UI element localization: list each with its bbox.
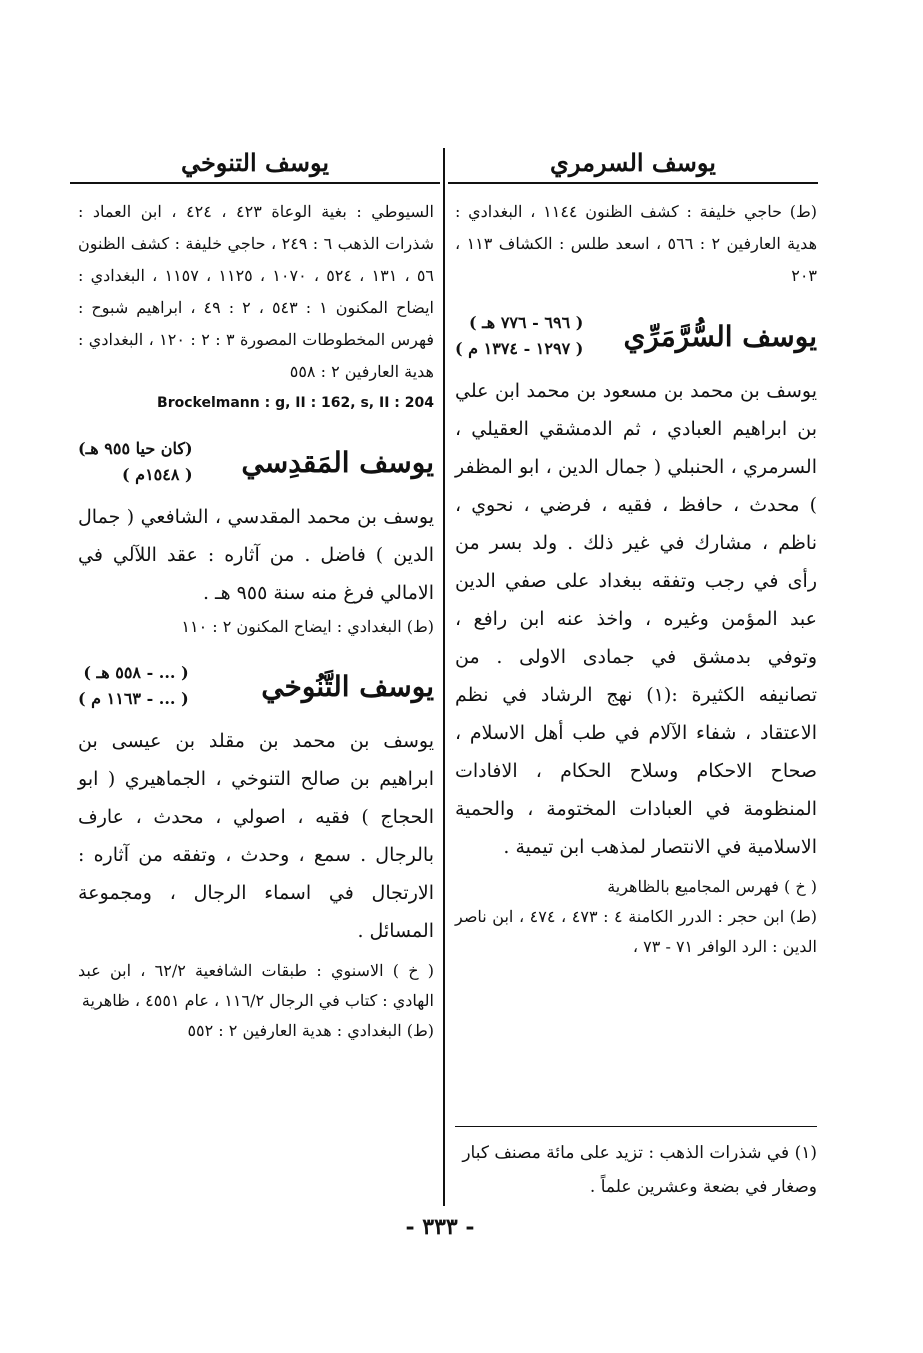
entry-dates xyxy=(78,436,193,488)
date-gregorian: ( ١٢٩٧ - ١٣٧٤ م ) xyxy=(455,339,584,358)
printed-ref: (ط) البغدادي : ايضاح المكنون ٢ : ١١٠ xyxy=(181,617,434,636)
printed-ref: (ط) البغدادي : هدية العارفين ٢ : ٥٥٢ xyxy=(187,1021,434,1040)
date-gregorian: ( ١٥٤٨م ) xyxy=(122,465,193,484)
date-gregorian: ( ... - ١١٦٣ م ) xyxy=(78,689,189,708)
entry-name: يوسف المَقدِسي xyxy=(241,445,434,479)
footnote: (١) في شذرات الذهب : تزيد على مائة مصنف كبار وصغار في بضعة وعشرين علماً . xyxy=(462,1143,817,1197)
running-header-right: يوسف السرمري xyxy=(550,148,716,177)
right-column xyxy=(455,196,817,962)
maqdisi-entry-heading xyxy=(78,436,434,488)
header-rule-right xyxy=(448,182,818,184)
brockelmann-ref: Brockelmann : g, II : 162, s, II : 204 xyxy=(157,395,434,411)
entry-name: يوسف السُّرَّمَرِّي xyxy=(623,319,817,353)
date-hijri: ( ٦٩٦ - ٧٧٦ هـ ) xyxy=(468,313,584,332)
entry-body: يوسف بن محمد بن مسعود بن محمد ابن علي بن ابراهيم العبادي ، ثم الدمشقي العقيلي ، السرمري ، الحنبلي ( جمال الدين ، ابو المظفر ) محدث ، حافظ ، فقيه ، فرضي ، نحوي ، ناظم ، مشارك في غير ذلك . ولد بسر من رأى في رجب وتفقه ببغداد على صفي الدين عبد المؤمن وغيره ، واخذ عنه ابن رافع ، وتوفي بدمشق في جمادى الاولى . من تصانيفه الكثيرة :(١) نهج الرشاد في نظم الاعتقاد ، شفاء الآلام في طب أهل الاسلام ، صحاح الاحكام وسلاح الحكام ، الافادات المنظومة في العبادات المختومة ، والحمية الاسلامية في الانتصار لمذهب ابن تيمية . xyxy=(455,380,818,858)
date-hijri: ( ... - ٥٥٨ هـ ) xyxy=(83,663,189,682)
left-column xyxy=(78,196,434,1046)
entry-name: يوسف التَّنُوخي xyxy=(261,669,434,703)
footnote-rule xyxy=(455,1126,817,1127)
tanukhi-entry-heading xyxy=(78,660,434,712)
entry-dates xyxy=(455,310,583,362)
header-rule-left xyxy=(70,182,440,184)
manuscript-ref: ( خ ) فهرس المجاميع بالظاهرية xyxy=(607,877,817,896)
date-hijri: (كان حيا ٩٥٥ هـ) xyxy=(78,439,193,458)
entry-body: يوسف بن محمد بن مقلد بن عيسى بن ابراهيم بن صالح التنوخي ، الجماهيري ( ابو الحجاج ) فقيه ، اصولي ، محدث ، عارف بالرجال . سمع ، وحدث ، وتفقه من آثاره : الارتجال في اسماء الرجال ، ومجموعة المسائل . xyxy=(78,730,434,942)
tanukhi-prev-refs: السيوطي : بغية الوعاة ٤٢٣ ، ٤٢٤ ، ابن العماد : شذرات الذهب ٦ : ٢٤٩ ، حاجي خليفة : كشف الظنون ٥٦ ، ١٣١ ، ٥٢٤ ، ١٠٧٠ ، ١١٢٥ ، ١١٥٧ ، البغدادي : ايضاح المكنون ١ : ٥٤٣ ، ٢ : ٤٩ ، ابراهيم شبوح : فهرس المخطوطات المصورة ٣ : ٢ : ١٢٠ ، البغدادي : هدية العارفين ٢ : ٥٥٨ xyxy=(78,202,435,381)
sarmari-entry-heading xyxy=(455,310,817,362)
running-header-left: يوسف التنوخي xyxy=(180,148,330,177)
entry-dates xyxy=(78,660,189,712)
printed-ref: (ط) ابن حجر : الدرر الكامنة ٤ : ٤٧٣ ، ٤٧٤ ، ابن ناصر الدين : الرد الوافر ٧١ - ٧٣ ، xyxy=(455,907,817,956)
page-number: - ٣٣٣ - xyxy=(405,1214,475,1240)
entry-body: يوسف بن محمد المقدسي ، الشافعي ( جمال الدين ) فاضل . من آثاره : عقد اللآلي في الامالي فرغ منه سنة ٩٥٥ هـ . xyxy=(78,506,434,604)
sarmari-prev-refs: (ط) حاجي خليفة : كشف الظنون ١١٤٤ ، البغدادي : هدية العارفين ٢ : ٥٦٦ ، اسعد طلس : الكشاف ١١٣ ، ٢٠٣ xyxy=(455,202,818,285)
manuscript-ref: ( خ ) الاسنوي : طبقات الشافعية ٦٢/٢ ، ابن عبد الهادي : كتاب في الرجال ١١٦/٢ ، عام ٤٥٥١ ، ظاهرية xyxy=(78,961,434,1010)
column-divider xyxy=(443,148,445,1206)
